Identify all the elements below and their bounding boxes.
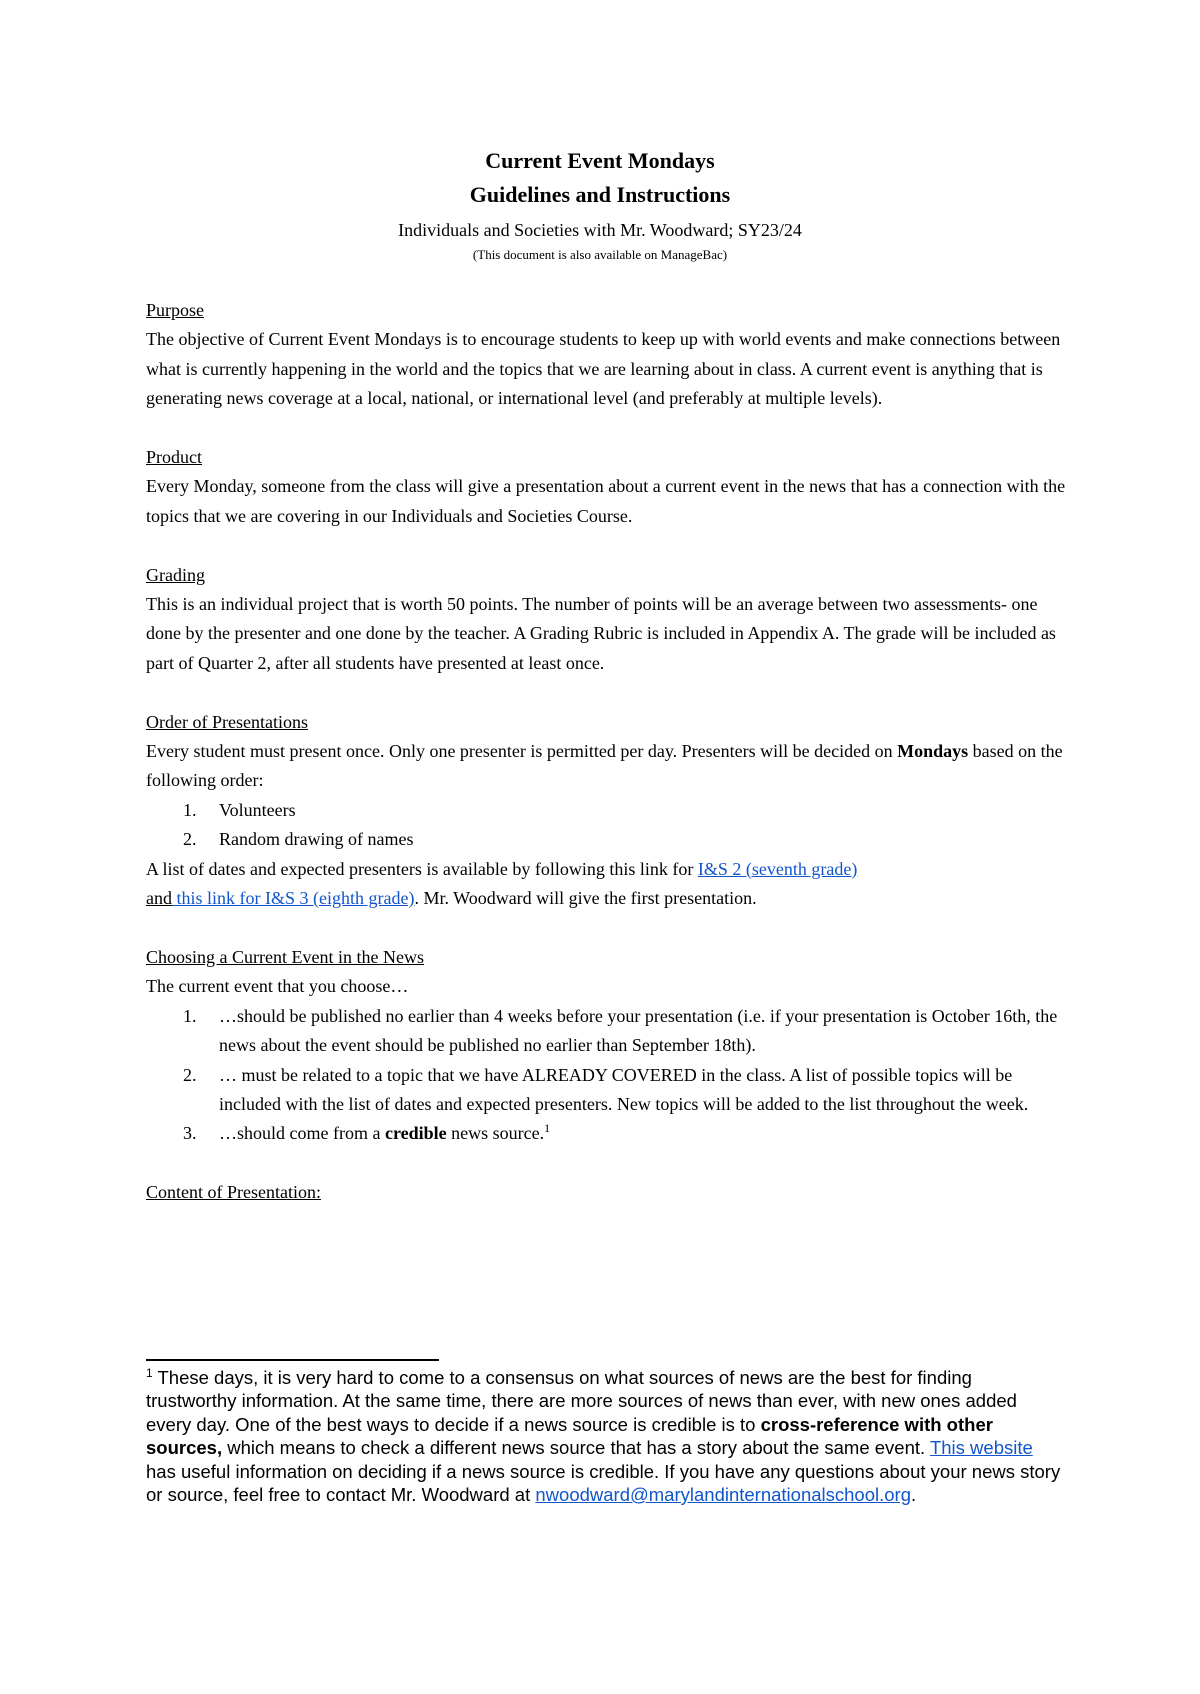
list-item [146, 825, 1066, 854]
order-list [146, 796, 1066, 855]
list-item-text: …should be published no earlier than 4 weeks before your presentation (i.e. if your presentation is October 16th, the news about the event should be published no earlier than September 18th). [219, 1005, 1058, 1056]
spacer [146, 913, 1066, 942]
dates-paragraph [146, 855, 1066, 914]
list-item [146, 1002, 1066, 1061]
order-heading: Order of Presentations [146, 711, 308, 732]
footnote-text-end: . [911, 1484, 917, 1506]
list-item-text-end: news source. [446, 1123, 545, 1144]
content-heading: Content of Presentation: [146, 1182, 321, 1203]
list-item-text: …should come from a [219, 1123, 385, 1144]
grading-heading: Grading [146, 564, 205, 585]
list-item-number: 1. [183, 799, 197, 820]
choosing-intro: The current event that you choose… [146, 976, 409, 997]
list-item [146, 1119, 1066, 1148]
list-item-text: Random drawing of names [219, 829, 414, 850]
choosing-heading: Choosing a Current Event in the News [146, 946, 424, 967]
list-item-number: 1. [183, 1005, 197, 1026]
choosing-list [146, 1002, 1066, 1149]
spacer [146, 531, 1066, 560]
spacer [146, 678, 1066, 707]
document-title: Current Event Mondays [485, 148, 715, 173]
footnote-marker: 1 [146, 1365, 153, 1380]
list-item [146, 796, 1066, 825]
footnote-separator [146, 1359, 439, 1361]
credibility-website-link[interactable]: This website [929, 1437, 1033, 1459]
order-intro [146, 737, 1066, 796]
list-item [146, 1061, 1066, 1120]
availability-note: (This document is also available on ManageBac) [472, 247, 728, 262]
order-intro-bold: Mondays [897, 741, 969, 762]
list-item-number: 3. [183, 1123, 197, 1144]
spacer [146, 1149, 1066, 1178]
dates-text-end: . Mr. Woodward will give the first presentation. [414, 888, 757, 909]
document-subtitle: Guidelines and Instructions [469, 182, 731, 207]
course-line: Individuals and Societies with Mr. Woodward; SY23/24 [398, 220, 802, 240]
footnote [146, 1366, 1066, 1506]
order-intro-text-end: based on the following order: [146, 741, 1063, 791]
dates-text: A list of dates and expected presenters is available by following this link for [146, 858, 698, 879]
product-text: Every Monday, someone from the class will give a presentation about a current event in the news that has a connection with the topics that we are covering in our Individuals and Societies Course. [146, 476, 1066, 526]
product-heading: Product [146, 447, 202, 468]
list-item-number: 2. [183, 1064, 197, 1085]
footnote-text: has useful information on deciding if a news source is credible. If you have any questions about your news story or source, feel free to contact Mr. Woodward at [146, 1460, 1061, 1506]
email-link[interactable]: nwoodward@marylandinternationalschool.org [535, 1484, 912, 1506]
purpose-heading: Purpose [146, 300, 204, 320]
list-item-text: Volunteers [219, 799, 296, 820]
spacer [146, 414, 1066, 443]
list-item-text: … must be related to a topic that we have ALREADY COVERED in the class. A list of possible topics will be included with the list of dates and expected presenters. New topics will be added to the list throughout the week. [219, 1064, 1029, 1114]
purpose-text: The objective of Current Event Mondays is to encourage students to keep up with world events and make connections between what is currently happening in the world and the topics that we are learning about in class. A current event is anything that is generating news coverage at a local, national, or international level (and preferably at multiple levels). [146, 329, 1061, 409]
grade-7-schedule-link[interactable]: I&S 2 (seventh grade) [697, 858, 858, 879]
list-item-number: 2. [183, 829, 197, 850]
footnote-text: These days, it is very hard to come to a consensus on what sources of news are the best for finding trustworthy information. At the same time, there are more sources of news than ever, with new ones added every day. One of the best ways to decide if a news source is credible is to [146, 1367, 1017, 1435]
order-intro-text: Every student must present once. Only one presenter is permitted per day. Presenters will be decided on [146, 741, 898, 762]
grading-text: This is an individual project that is worth 50 points. The number of points will be an average between two assessments- one done by the presenter and one done by the teacher. A Grading Rubric is included in Appendix A. The grade will be included as part of Quarter 2, after all students have presented at least once. [146, 594, 1056, 673]
document-body [146, 296, 1066, 1208]
footnote-reference[interactable]: 1 [544, 1121, 551, 1136]
footnote-text: which means to check a different news source that has a story about the same event. [222, 1437, 930, 1459]
dates-and-text: and [146, 888, 172, 909]
credible-bold: credible [384, 1123, 447, 1144]
footnote-bold: cross-reference with other sources, [146, 1413, 993, 1459]
grade-8-schedule-link[interactable]: this link for I&S 3 (eighth grade) [172, 888, 415, 909]
